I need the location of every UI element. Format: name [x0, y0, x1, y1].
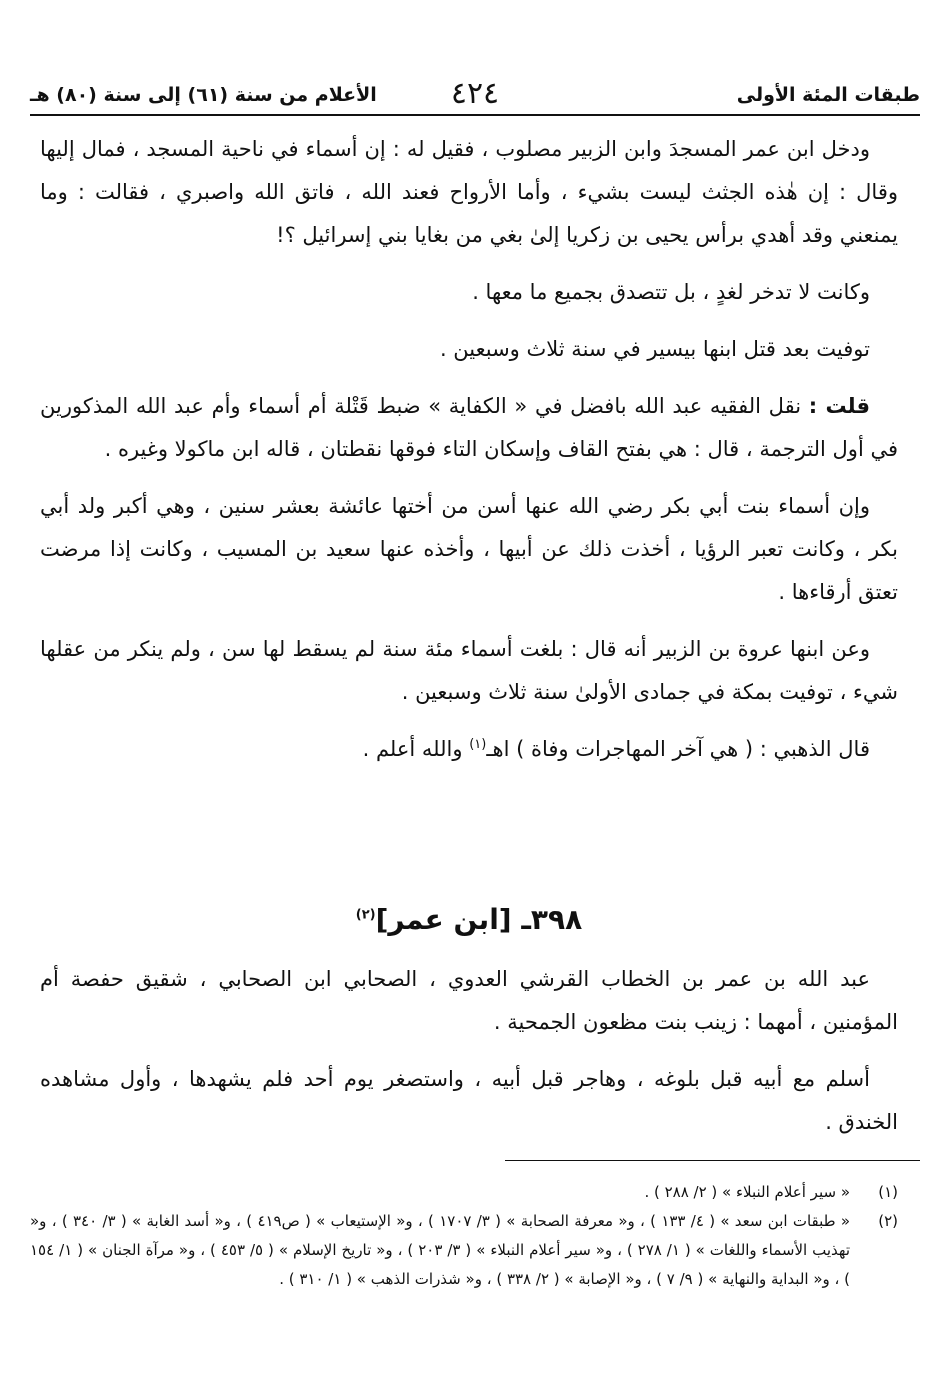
- paragraph: وإن أسماء بنت أبي بكر رضي الله عنها أسن من أختها عائشة بعشر سنين ، وهي أكبر ولد أبي بكر ، وكانت تعبر الرؤيا ، أخذت ذلك عن أبيها ، وأخذه عنها سعيد بن المسيب ، وكانت إذا مرضت تعتق أرقاءها .: [40, 494, 898, 604]
- footnote-marker: (١): [469, 737, 487, 752]
- footnote-number: (٢): [878, 1212, 898, 1230]
- footnote-marker: (٢): [355, 907, 376, 923]
- entry-heading-text: ٣٩٨ـ [ابن عمر]: [375, 903, 583, 936]
- entry-heading: [40, 890, 898, 950]
- footnote: [30, 1207, 898, 1294]
- running-header: [30, 72, 920, 112]
- book-title: طبقات المئة الأولى: [736, 84, 920, 106]
- section-title: الأعلام من سنة (٦١) إلى سنة (٨٠) هـ: [30, 84, 377, 106]
- footnotes: [30, 1178, 898, 1294]
- footnote-text: « طبقات ابن سعد » ( ٤/ ١٣٣ ) ، و« معرفة الصحابة » ( ٣/ ١٧٠٧ ) ، و« الإستيعاب » ( ص٤١٩ ) ، و« أسد الغابة » ( ٣/ ٣٤٠ ) ، و« تهذيب الأسماء واللغات » ( ١/ ٢٧٨ ) ، و« سير أعلام النبلاء » ( ٣/ ٢٠٣ ) ، و« تاريخ الإسلام » ( ٥/ ٤٥٣ ) ، و« مرآة الجنان » ( ١/ ١٥٤ ) ، و« البداية والنهاية » ( ٩/ ٧ ) ، و« الإصابة » ( ٢/ ٣٣٨ ) ، و« شذرات الذهب » ( ١/ ٣١٠ ) .: [30, 1212, 851, 1288]
- paragraph-text: قال الذهبي : ( هي آخر المهاجرات وفاة ) اهـ: [486, 737, 870, 761]
- paragraph: ودخل ابن عمر المسجدَ وابن الزبير مصلوب ، فقيل له : إن أسماء في ناحية المسجد ، فمال إليها وقال : إن هٰذه الجثث ليست بشيء ، وأما الأرواح فعند الله ، فاتق الله واصبري ، فقالت : وما يمنعني وقد أهدي برأس يحيى بن زكريا إلىٰ بغي من بغايا بني إسرائيل ؟!: [40, 137, 898, 247]
- paragraph: [40, 728, 898, 771]
- paragraph-lead: قلت :: [808, 394, 870, 418]
- main-text: [40, 128, 898, 785]
- paragraph-text: نقل الفقيه عبد الله بافضل في « الكفاية » ضبط قَتْلة أم أسماء وأم عبد الله المذكورين في أول الترجمة ، قال : هي بفتح القاف وإسكان التاء فوقها نقطتان ، قاله ابن ماكولا وغيره .: [40, 394, 898, 461]
- paragraph: أسلم مع أبيه قبل بلوغه ، وهاجر قبل أبيه ، واستصغر يوم أحد فلم يشهدها ، وأول مشاهده الخندق .: [40, 1067, 898, 1134]
- paragraph: [40, 385, 898, 471]
- header-rule: [30, 114, 920, 116]
- footnote: [30, 1178, 898, 1207]
- footnote-number: (١): [878, 1183, 898, 1201]
- footnote-text: « سير أعلام النبلاء » ( ٢/ ٢٨٨ ) .: [644, 1183, 850, 1201]
- paragraph-text: والله أعلم .: [362, 737, 470, 761]
- entry-text: [40, 958, 898, 1158]
- paragraph: توفيت بعد قتل ابنها بيسير في سنة ثلاث وسبعين .: [439, 337, 870, 361]
- paragraph: وعن ابنها عروة بن الزبير أنه قال : بلغت أسماء مئة سنة لم يسقط لها سن ، ولم ينكر من عقلها شيء ، توفيت بمكة في جمادى الأولىٰ سنة ثلاث وسبعين .: [40, 637, 898, 704]
- page-number: ٤٢٤: [450, 76, 500, 111]
- footnote-rule: [505, 1160, 920, 1161]
- paragraph: عبد الله بن عمر بن الخطاب القرشي العدوي ، الصحابي ابن الصحابي ، شقيق حفصة أم المؤمنين ، أمهما : زينب بنت مظعون الجمحية .: [40, 967, 898, 1034]
- paragraph: وكانت لا تدخر لغدٍ ، بل تتصدق بجميع ما معها .: [472, 280, 870, 304]
